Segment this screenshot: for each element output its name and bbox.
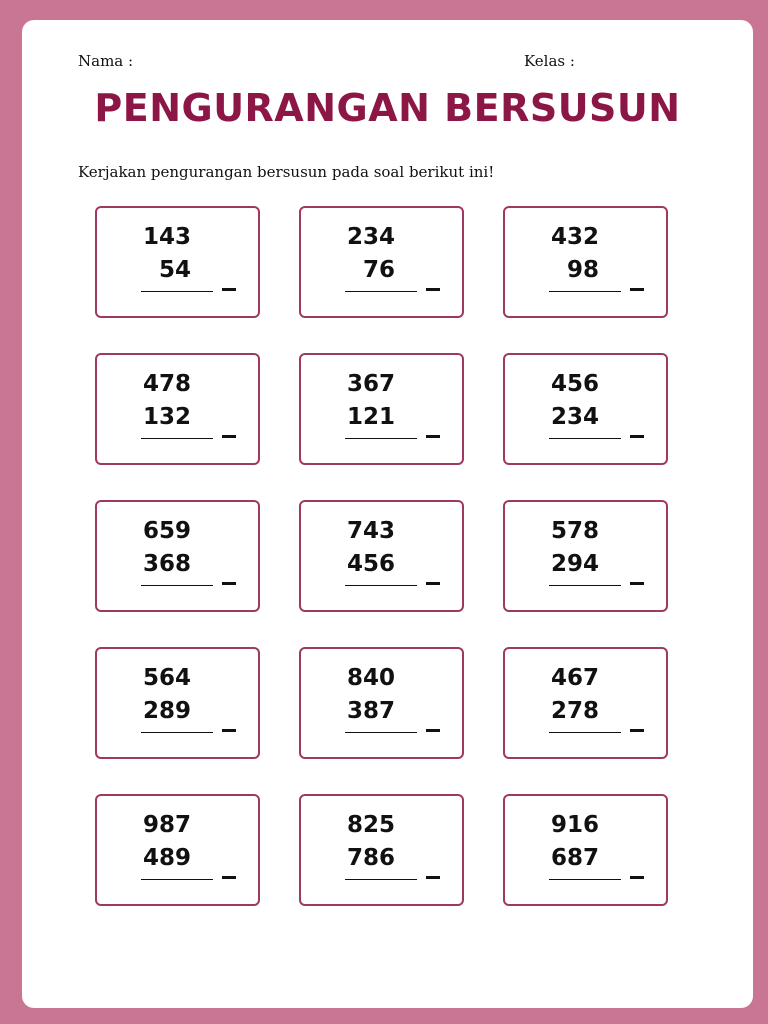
minuend: 432 xyxy=(550,224,599,250)
answer-line xyxy=(345,585,417,586)
minus-sign-icon xyxy=(426,435,440,438)
problem-card xyxy=(95,500,260,612)
minuend: 578 xyxy=(550,518,599,544)
minuend: 234 xyxy=(346,224,395,250)
problem-card xyxy=(503,500,668,612)
subtrahend: 234 xyxy=(550,404,599,430)
minuend: 478 xyxy=(142,371,191,397)
answer-line xyxy=(141,732,213,733)
minuend: 564 xyxy=(142,665,191,691)
problem-card xyxy=(95,794,260,906)
subtrahend: 54 xyxy=(158,257,191,283)
minus-sign-icon xyxy=(222,876,236,879)
answer-line xyxy=(345,291,417,292)
answer-line xyxy=(141,585,213,586)
minuend: 916 xyxy=(550,812,599,838)
problem-card xyxy=(503,794,668,906)
minuend: 367 xyxy=(346,371,395,397)
answer-line xyxy=(141,438,213,439)
subtrahend: 786 xyxy=(346,845,395,871)
subtrahend: 387 xyxy=(346,698,395,724)
minus-sign-icon xyxy=(630,582,644,585)
subtrahend: 294 xyxy=(550,551,599,577)
answer-line xyxy=(345,438,417,439)
answer-line xyxy=(345,732,417,733)
answer-line xyxy=(549,732,621,733)
answer-line xyxy=(549,291,621,292)
problem-card xyxy=(95,647,260,759)
answer-line xyxy=(549,879,621,880)
answer-line xyxy=(141,291,213,292)
subtrahend: 489 xyxy=(142,845,191,871)
minuend: 825 xyxy=(346,812,395,838)
minuend: 987 xyxy=(142,812,191,838)
subtrahend: 368 xyxy=(142,551,191,577)
problem-card xyxy=(95,353,260,465)
minus-sign-icon xyxy=(222,582,236,585)
class-label: Kelas : xyxy=(524,52,575,70)
subtrahend: 98 xyxy=(566,257,599,283)
answer-line xyxy=(345,879,417,880)
minus-sign-icon xyxy=(630,729,644,732)
subtrahend: 76 xyxy=(362,257,395,283)
minus-sign-icon xyxy=(630,288,644,291)
problem-card xyxy=(503,206,668,318)
name-label: Nama : xyxy=(78,52,134,70)
problem-card xyxy=(299,206,464,318)
subtrahend: 121 xyxy=(346,404,395,430)
minus-sign-icon xyxy=(222,435,236,438)
problem-card xyxy=(299,647,464,759)
problem-card xyxy=(299,794,464,906)
subtrahend: 456 xyxy=(346,551,395,577)
minuend: 743 xyxy=(346,518,395,544)
minus-sign-icon xyxy=(222,729,236,732)
problem-card xyxy=(503,647,668,759)
minuend: 456 xyxy=(550,371,599,397)
subtrahend: 289 xyxy=(142,698,191,724)
page-title: PENGURANGAN BERSUSUN xyxy=(94,86,681,130)
minuend: 467 xyxy=(550,665,599,691)
minuend: 840 xyxy=(346,665,395,691)
problem-card xyxy=(299,500,464,612)
problem-grid xyxy=(22,20,753,1008)
worksheet xyxy=(22,20,753,1008)
instruction-text: Kerjakan pengurangan bersusun pada soal berikut ini! xyxy=(78,163,495,181)
subtrahend: 132 xyxy=(142,404,191,430)
minus-sign-icon xyxy=(426,876,440,879)
minus-sign-icon xyxy=(426,582,440,585)
minuend: 659 xyxy=(142,518,191,544)
problem-card xyxy=(299,353,464,465)
minus-sign-icon xyxy=(426,729,440,732)
answer-line xyxy=(141,879,213,880)
subtrahend: 278 xyxy=(550,698,599,724)
minus-sign-icon xyxy=(222,288,236,291)
problem-card xyxy=(503,353,668,465)
subtrahend: 687 xyxy=(550,845,599,871)
minus-sign-icon xyxy=(630,435,644,438)
minuend: 143 xyxy=(142,224,191,250)
minus-sign-icon xyxy=(426,288,440,291)
problem-card xyxy=(95,206,260,318)
minus-sign-icon xyxy=(630,876,644,879)
answer-line xyxy=(549,585,621,586)
answer-line xyxy=(549,438,621,439)
